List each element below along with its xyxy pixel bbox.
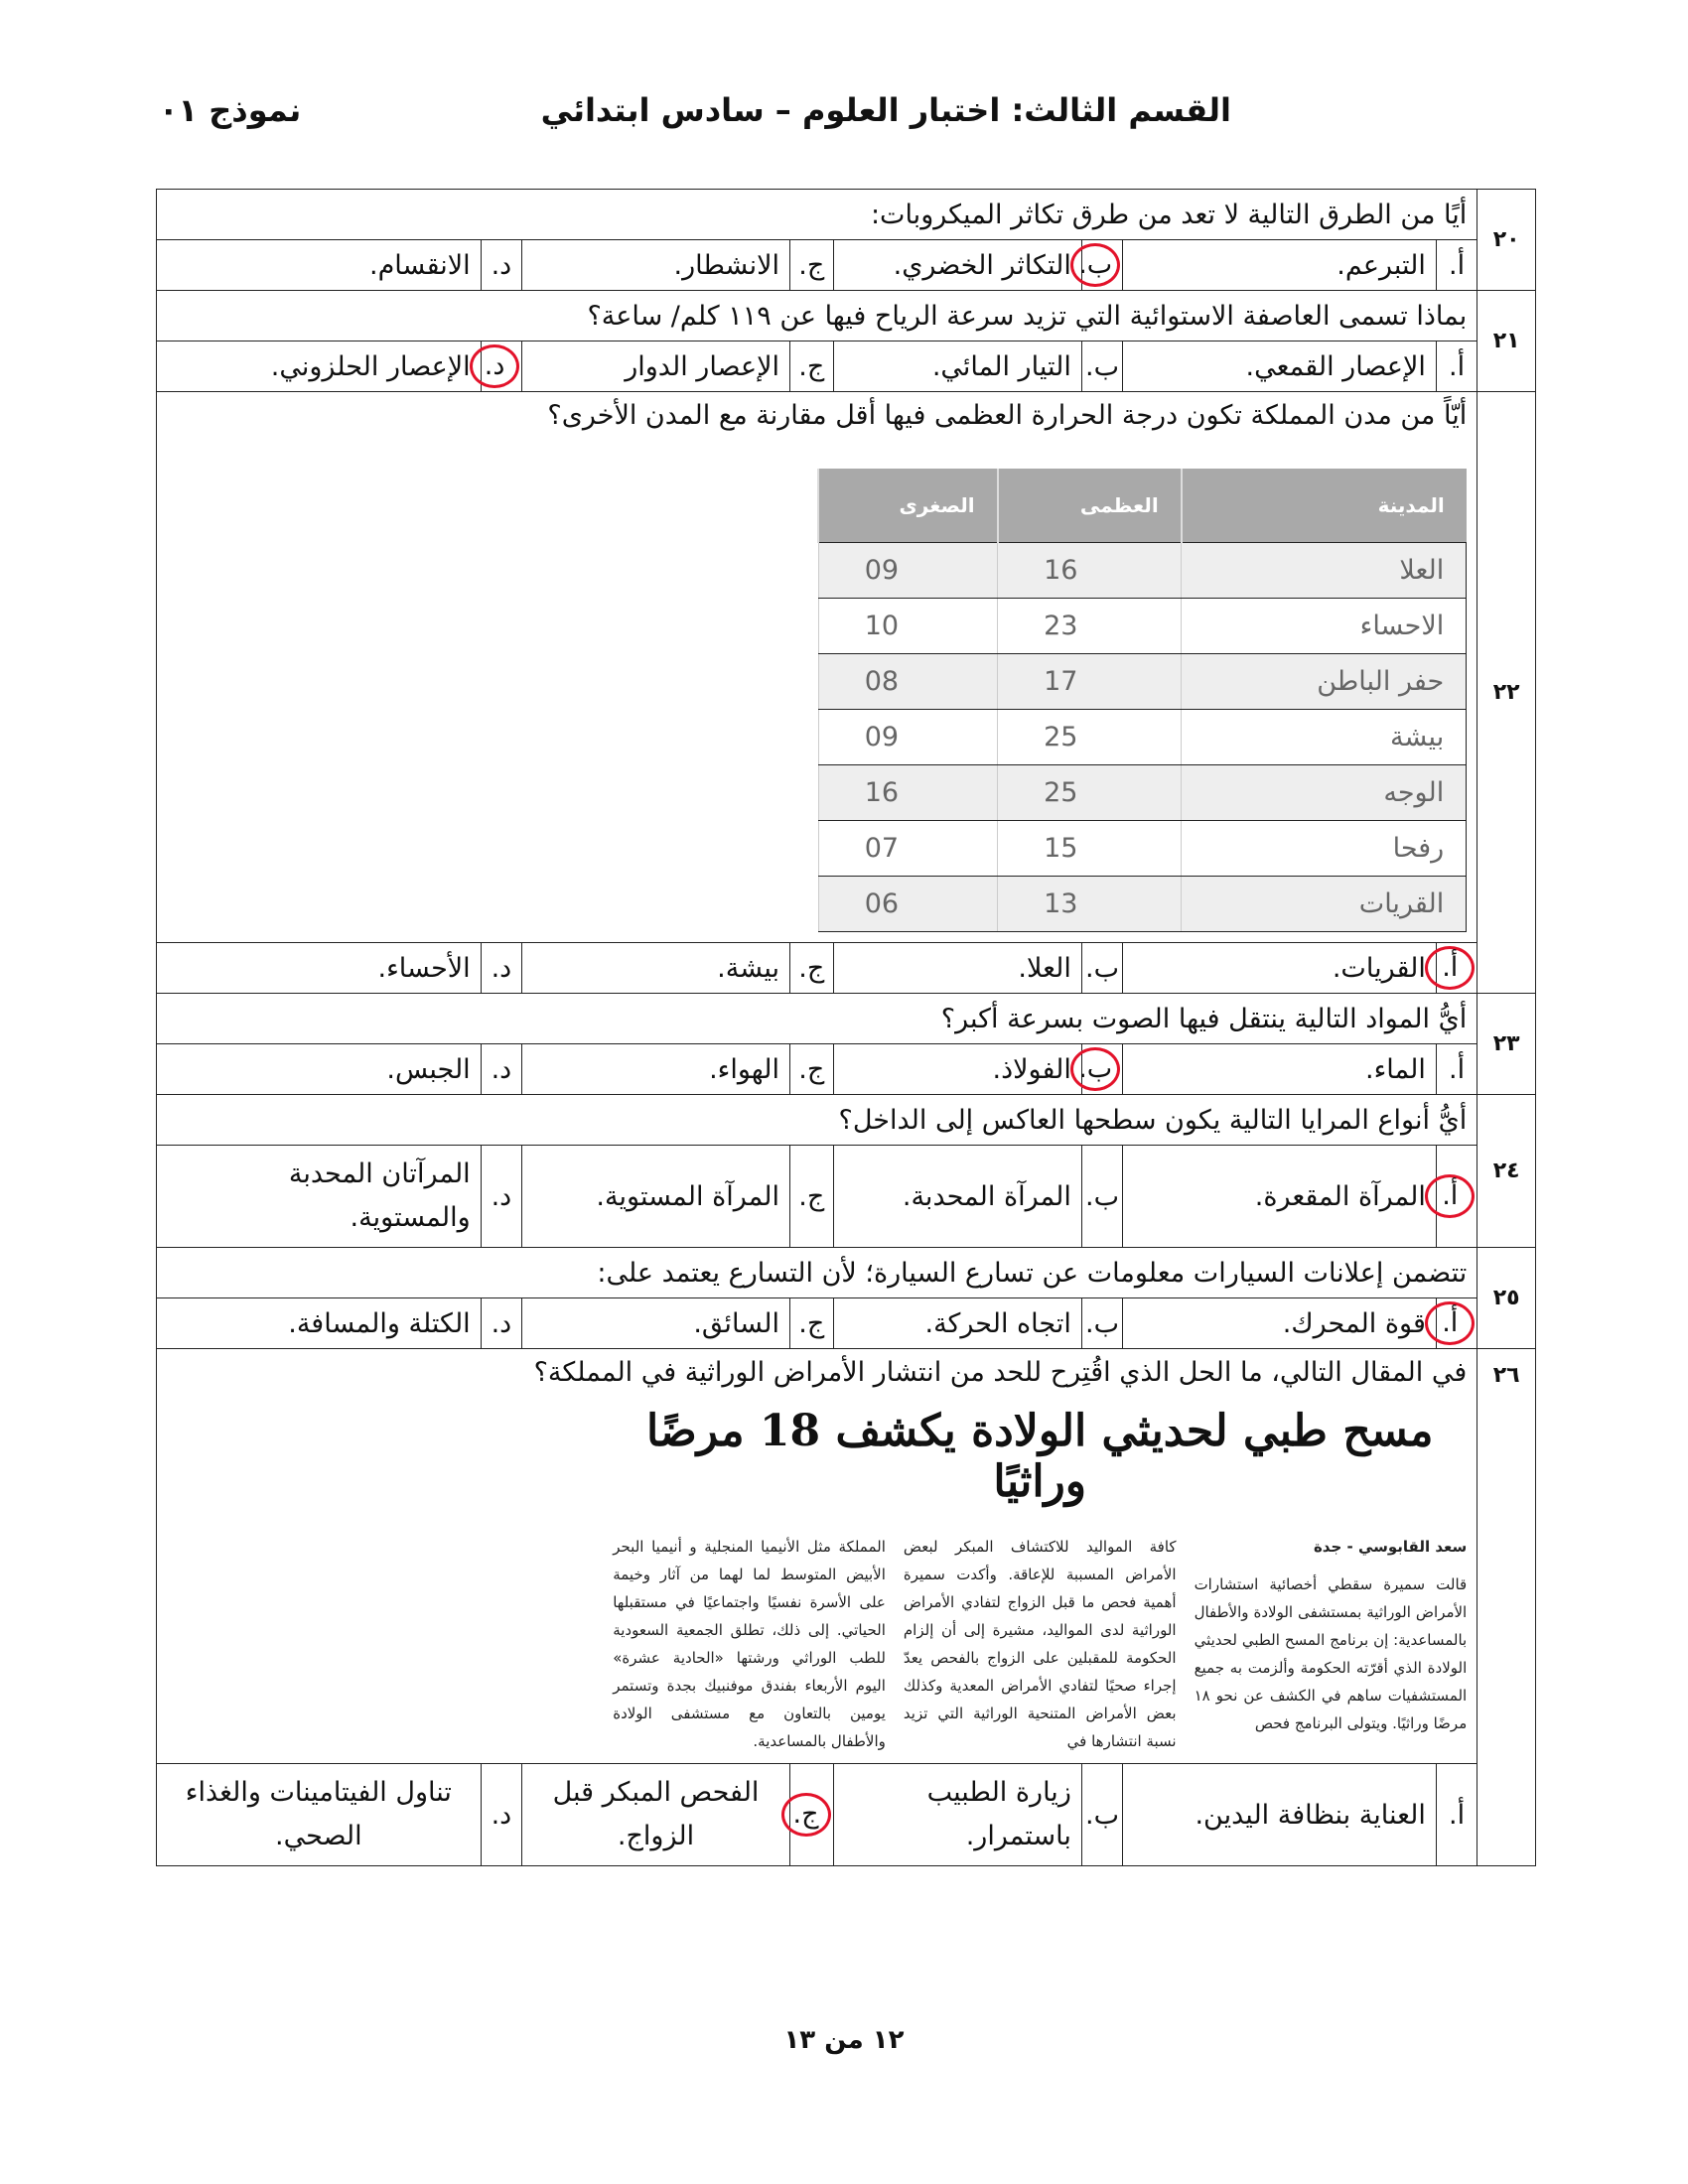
min-temp: 07 — [818, 821, 997, 877]
answer-circle: د. — [470, 344, 519, 388]
option-letter: ب. — [1081, 1764, 1122, 1866]
options-row — [157, 1146, 1536, 1248]
question-cell — [157, 392, 1477, 943]
max-temp: 13 — [998, 877, 1182, 932]
article-column: المملكة مثل الأنيميا المنجلية و أنيميا البحر الأبيض المتوسط لما لهما من آثار وخيمة على الأسرة نفسيًا واجتماعيًا في مستقبلها الحياتي. إلى ذلك، تطلق الجمعية السعودية للطب الوراثي ورشتها «الحادية عشرة» اليوم الأربعاء بفندق موفنبيك بجدة وتستمر يومين بالتعاون مع مستشفى الولادة والأطفال بالمساعدية. — [613, 1538, 886, 1750]
option-letter: د. — [481, 943, 521, 994]
max-temp: 15 — [998, 821, 1182, 877]
option-letter: ج. — [789, 1146, 833, 1248]
option-text: بيشة. — [522, 943, 790, 994]
options-row — [157, 943, 1536, 994]
option-letter: ج. — [789, 1044, 833, 1095]
option-text: الكتلة والمسافة. — [157, 1298, 482, 1349]
city-row — [818, 543, 1467, 599]
option-letter: ب. — [1081, 1298, 1122, 1349]
option-text: الإعصار الدوار — [522, 341, 790, 392]
option-letter: د. — [481, 1298, 521, 1349]
header-max: العظمى — [998, 469, 1182, 543]
options-row — [157, 1044, 1536, 1095]
option-letter: د. — [481, 240, 521, 291]
question-row — [157, 190, 1536, 240]
option-letter: ج. — [789, 1298, 833, 1349]
question-number: ٢٢ — [1477, 392, 1536, 994]
options-row — [157, 341, 1536, 392]
option-letter: ج. — [789, 943, 833, 994]
question-number: ٢١ — [1477, 291, 1536, 392]
question-row — [157, 291, 1536, 341]
option-text: الانقسام. — [157, 240, 482, 291]
option-letter-answer — [1436, 1146, 1477, 1248]
option-text: الإعصار الحلزوني. — [157, 341, 482, 392]
option-letter-answer — [1078, 1044, 1122, 1095]
city-temperature-table — [817, 469, 1467, 932]
city-name: الاحساء — [1182, 599, 1467, 654]
option-letter-answer — [789, 1764, 833, 1866]
option-letter: د. — [481, 1764, 521, 1866]
option-text: الماء. — [1123, 1044, 1437, 1095]
option-letter: ب. — [1081, 1146, 1122, 1248]
city-row — [818, 710, 1467, 765]
option-letter: د. — [481, 1146, 521, 1248]
question-text: أيّاً من مدن المملكة تكون درجة الحرارة العظمى فيها أقل مقارنة مع المدن الأخرى؟ — [547, 400, 1468, 431]
min-temp: 10 — [818, 599, 997, 654]
answer-circle: أ. — [1425, 1174, 1475, 1218]
option-text: الانشطار. — [522, 240, 790, 291]
answer-circle: ب. — [1070, 1047, 1120, 1091]
article-columns — [613, 1533, 1467, 1755]
option-text: تناول الفيتامينات والغذاء الصحي. — [157, 1764, 482, 1866]
header-city: المدينة — [1182, 469, 1467, 543]
model-label: نموذج ٠١ — [159, 91, 302, 129]
city-name: بيشة — [1182, 710, 1467, 765]
answer-circle: أ. — [1425, 946, 1475, 990]
max-temp: 25 — [998, 710, 1182, 765]
options-row — [157, 1298, 1536, 1349]
city-row — [818, 599, 1467, 654]
question-text: أيُّ المواد التالية ينتقل فيها الصوت بسرعة أكبر؟ — [157, 994, 1477, 1044]
city-name: العلا — [1182, 543, 1467, 599]
option-text: اتجاه الحركة. — [833, 1298, 1081, 1349]
option-text: المرآة المقعرة. — [1123, 1146, 1437, 1248]
option-letter-answer — [1078, 240, 1122, 291]
option-text: العلا. — [833, 943, 1081, 994]
option-text: التكاثر الخضري. — [833, 240, 1081, 291]
question-text: تتضمن إعلانات السيارات معلومات عن تسارع السيارة؛ لأن التسارع يعتمد على: — [157, 1248, 1477, 1298]
city-row — [818, 765, 1467, 821]
question-text: في المقال التالي، ما الحل الذي اقُتِرح للحد من انتشار الأمراض الوراثية في المملكة؟ — [533, 1357, 1468, 1388]
article-text: قالت سميرة سقطي أخصائية استشارات الأمراض الوراثية بمستشفى الولادة والأطفال بالمساعدية: إن برنامج المسح الطبي لحديثي الولادة الذي أقرّته الحكومة وألزمت به جميع المستشفيات ساهم في الكشف عن نحو ١٨ مرضًا وراثيًا. ويتولى البرنامج فحص — [1194, 1575, 1468, 1732]
city-name: القريات — [1182, 877, 1467, 932]
option-text: الفحص المبكر قبل الزواج. — [522, 1764, 790, 1866]
option-letter-answer — [1436, 1298, 1477, 1349]
options-row — [157, 1764, 1536, 1866]
max-temp: 17 — [998, 654, 1182, 710]
option-letter: أ. — [1436, 341, 1477, 392]
option-letter: ج. — [789, 240, 833, 291]
option-letter: أ. — [1436, 1044, 1477, 1095]
option-letter: ب. — [1081, 341, 1122, 392]
question-row — [157, 994, 1536, 1044]
option-text: الجبس. — [157, 1044, 482, 1095]
option-text: المرآة المستوية. — [522, 1146, 790, 1248]
question-cell — [157, 1349, 1477, 1764]
city-row — [818, 821, 1467, 877]
question-row — [157, 1349, 1536, 1764]
page-title: القسم الثالث: اختبار العلوم – سادس ابتدائي — [540, 91, 1231, 129]
city-row — [818, 654, 1467, 710]
article-headline: مسح طبي لحديثي الولادة يكشف 18 مرضًا وراثيًا — [645, 1406, 1434, 1507]
question-text: بماذا تسمى العاصفة الاستوائية التي تزيد سرعة الرياح فيها عن ١١٩ كلم/ ساعة؟ — [157, 291, 1477, 341]
page-header — [159, 91, 1529, 141]
option-text: المرآة المحدبة. — [833, 1146, 1081, 1248]
news-article — [613, 1406, 1467, 1755]
option-letter: ج. — [789, 341, 833, 392]
question-row — [157, 392, 1536, 943]
option-text: القريات. — [1123, 943, 1437, 994]
article-column — [1195, 1533, 1468, 1755]
question-row — [157, 1248, 1536, 1298]
option-letter-answer — [481, 341, 521, 392]
answer-circle: أ. — [1425, 1301, 1475, 1345]
option-text: زيارة الطبيب باستمرار. — [833, 1764, 1081, 1866]
option-text: الهواء. — [522, 1044, 790, 1095]
option-text: المرآتان المحدبة والمستوية. — [157, 1146, 482, 1248]
city-name: حفر الباطن — [1182, 654, 1467, 710]
option-text: التبرعم. — [1123, 240, 1437, 291]
city-name: رفحا — [1182, 821, 1467, 877]
question-number: ٢٠ — [1477, 190, 1536, 291]
options-row — [157, 240, 1536, 291]
question-text: أيًا من الطرق التالية لا تعد من طرق تكاثر الميكروبات: — [157, 190, 1477, 240]
option-letter: أ. — [1436, 1764, 1477, 1866]
option-text: العناية بنظافة اليدين. — [1123, 1764, 1437, 1866]
option-text: التيار المائي. — [833, 341, 1081, 392]
page-number: ١٢ من ١٣ — [783, 2025, 905, 2055]
city-row — [818, 877, 1467, 932]
option-letter: ب. — [1081, 943, 1122, 994]
min-temp: 08 — [818, 654, 997, 710]
option-letter: د. — [481, 1044, 521, 1095]
min-temp: 09 — [818, 710, 997, 765]
questions-table — [156, 189, 1536, 1866]
min-temp: 16 — [818, 765, 997, 821]
question-row — [157, 1095, 1536, 1146]
header-min: الصغرى — [818, 469, 997, 543]
question-number: ٢٦ — [1477, 1349, 1536, 1866]
option-letter: أ. — [1436, 240, 1477, 291]
option-text: السائق. — [522, 1298, 790, 1349]
option-text: الإعصار القمعي. — [1123, 341, 1437, 392]
city-name: الوجه — [1182, 765, 1467, 821]
max-temp: 23 — [998, 599, 1182, 654]
min-temp: 06 — [818, 877, 997, 932]
max-temp: 25 — [998, 765, 1182, 821]
article-byline: سعد القابوسي - جدة — [1313, 1538, 1468, 1556]
max-temp: 16 — [998, 543, 1182, 599]
option-text: الفولاذ. — [833, 1044, 1081, 1095]
question-text: أيُّ أنواع المرايا التالية يكون سطحها العاكس إلى الداخل؟ — [157, 1095, 1477, 1146]
question-number: ٢٥ — [1477, 1248, 1536, 1349]
question-number: ٢٤ — [1477, 1095, 1536, 1248]
article-column: كافة المواليد للاكتشاف المبكر لبعض الأمراض المسببة للإعاقة. وأكدت سميرة أهمية فحص ما قبل الزواج لتفادي الأمراض الوراثية لدى المواليد، مشيرة إلى أن إلزام الحكومة للمقبلين على الزواج بالفحص يعدّ إجراء صحيًا لتفادي الأمراض المعدية وكذلك بعض الأمراض المتنحية الوراثية التي تزيد نسبة انتشارها في — [903, 1538, 1177, 1750]
min-temp: 09 — [818, 543, 997, 599]
question-number: ٢٣ — [1477, 994, 1536, 1095]
option-text: الأحساء. — [157, 943, 482, 994]
option-letter-answer — [1436, 943, 1477, 994]
answer-circle: ب. — [1070, 243, 1120, 287]
answer-circle: ج. — [781, 1793, 831, 1837]
option-text: قوة المحرك. — [1123, 1298, 1437, 1349]
city-table-header — [818, 469, 1467, 543]
